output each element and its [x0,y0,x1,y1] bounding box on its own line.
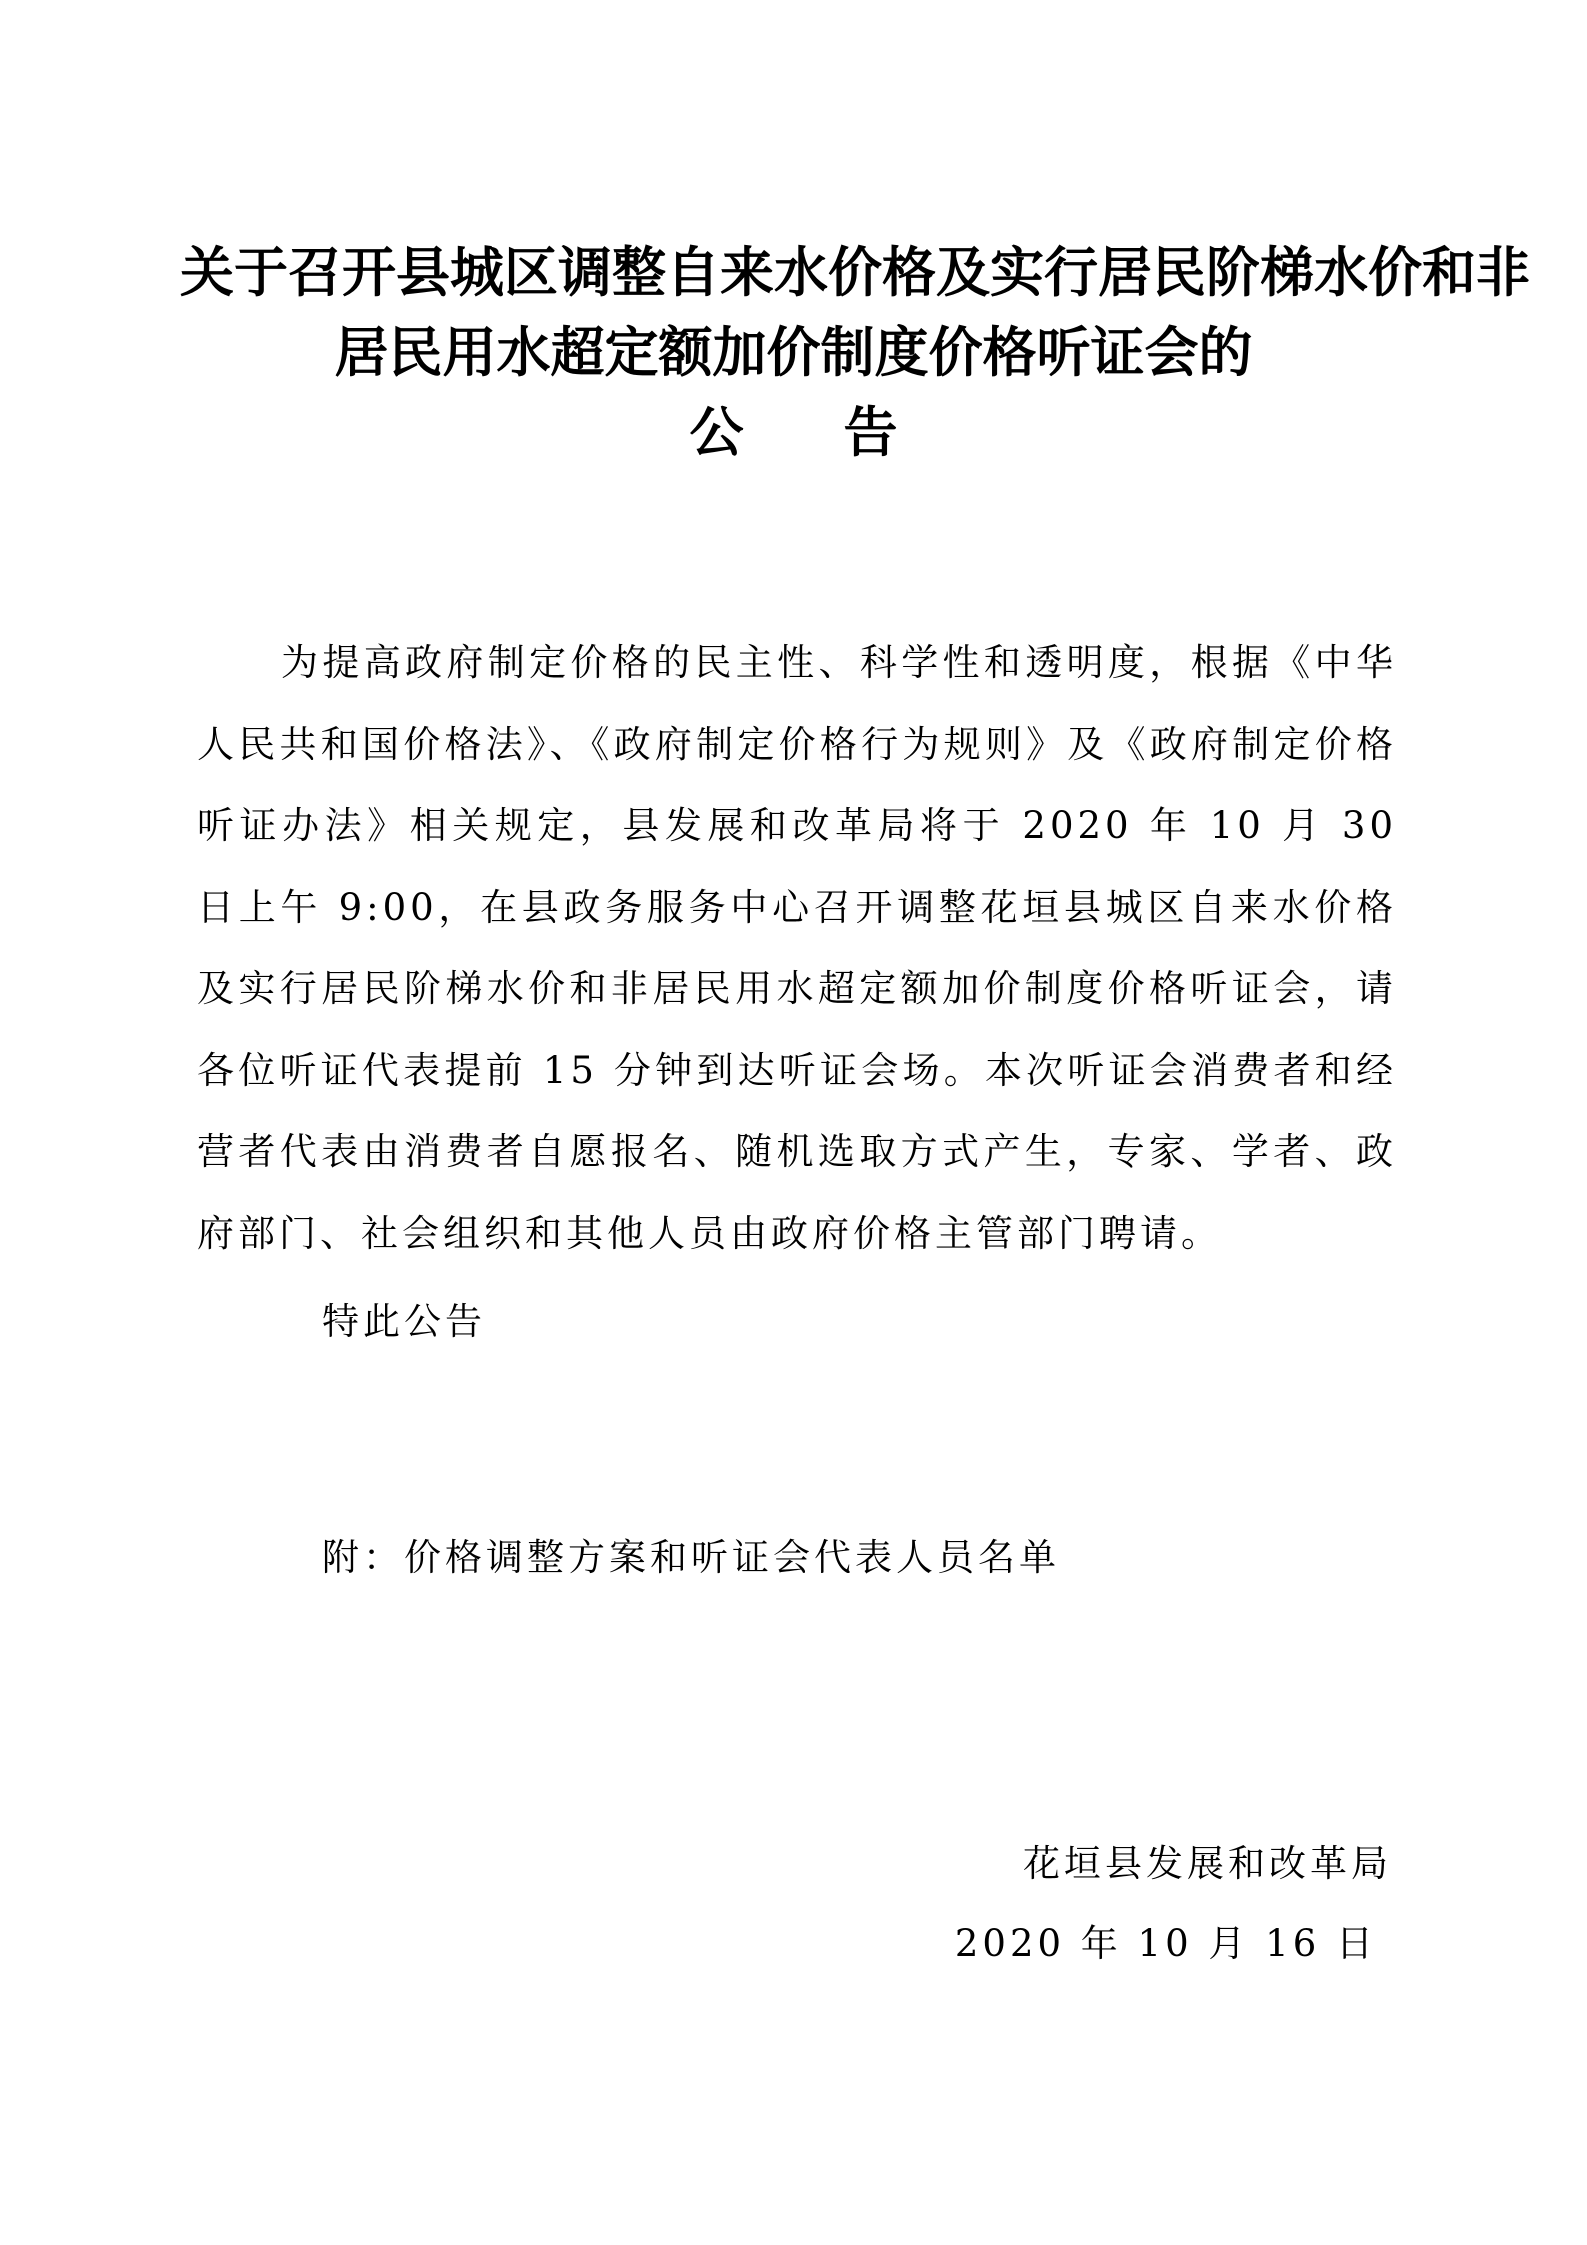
signature-organization: 花垣县发展和改革局 [1023,1842,1392,1885]
attachment-note: 附：价格调整方案和听证会代表人员名单 [322,1536,1060,1579]
closing-text: 特此公告 [322,1300,486,1343]
document-title-line-2: 居民用水超定额加价制度价格听证会的 [334,320,1253,384]
signature-date: 2020 年 10 月 16 日 [954,1922,1377,1965]
document-title-line-3: 公告 [689,400,998,464]
document-title-line-1: 关于召开县城区调整自来水价格及实行居民阶梯水价和非 [180,240,1530,304]
body-paragraph: 为提高政府制定价格的民主性、科学性和透明度，根据《中华人民共和国价格法》、《政府制定价格行为规则》及《政府制定价格听证办法》相关规定，县发展和改革局将于 2020 年 10 月 30 日上午 9:00，在县政务服务中心召开调整花垣县城区自来水价格及实行居民阶梯水价和非居民用水超定额加价制度价格听证会，请各位听证代表提前 15 分钟到达听证会场。本次听证会消费者和经营者代表由消费者自愿报名、随机选取方式产生，专家、学者、政府部门、社会组织和其他人员由政府价格主管部门聘请。 [197,641,1397,1255]
